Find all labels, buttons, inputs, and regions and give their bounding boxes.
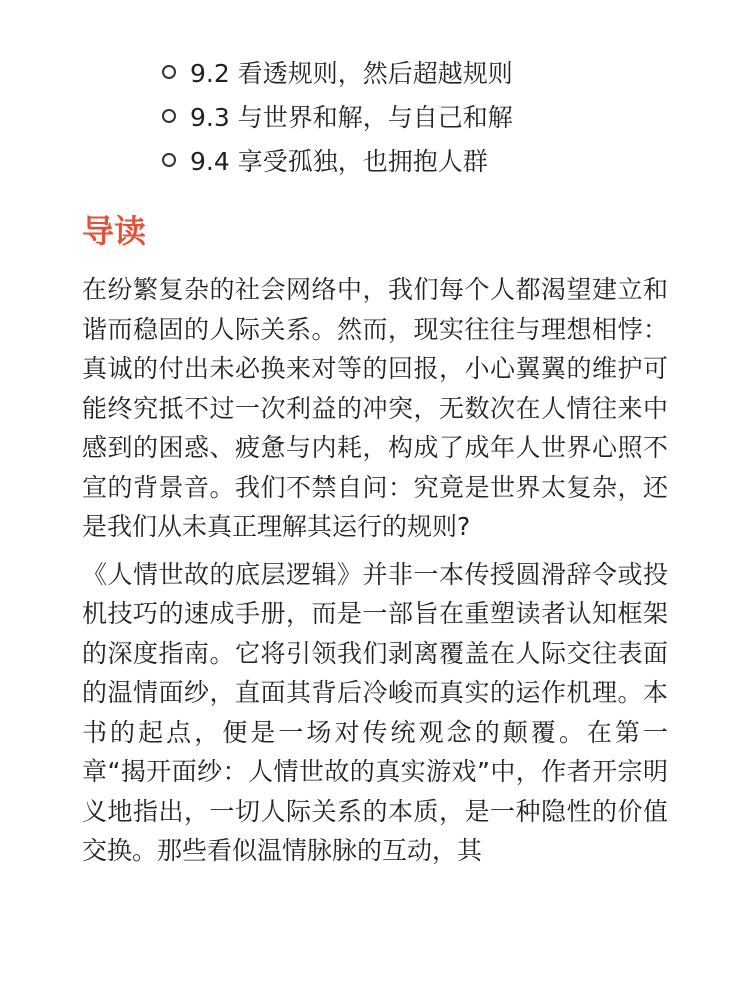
toc-item-9-4[interactable] <box>162 138 513 182</box>
toc-item-label: 9.2 看透规则，然后超越规则 <box>190 59 513 88</box>
paragraph-intro: 在纷繁复杂的社会网络中，我们每个人都渴望建立和谐而稳固的人际关系。然而，现实往往与理想相悖：真诚的付出未必换来对等的回报，小心翼翼的维护可能终究抵不过一次利益的冲突，无数次在人情往来中感到的困惑、疲惫与内耗，构成了成年人世界心照不宣的背景音。我们不禁自问：究竟是世界太复杂，还是我们从未真正理解其运行的规则? <box>82 275 668 541</box>
section-heading: 导读 <box>82 212 147 250</box>
toc-item-9-2[interactable] <box>162 50 513 94</box>
circle-bullet-icon <box>162 153 176 167</box>
toc-item-label: 9.3 与世界和解，与自己和解 <box>190 103 513 132</box>
table-of-contents <box>162 50 513 182</box>
body-text <box>82 270 668 879</box>
circle-bullet-icon <box>162 109 176 123</box>
toc-item-label: 9.4 享受孤独，也拥抱人群 <box>190 147 488 176</box>
paragraph-book-summary: 《人情世故的底层逻辑》并非一本传授圆滑辞令或投机技巧的速成手册，而是一部旨在重塑读者认知框架的深度指南。它将引领我们剥离覆盖在人际交往表面的温情面纱，直面其背后冷峻而真实的运作机理。本书的起点，便是一场对传统观念的颠覆。在第一章“揭开面纱：人情世故的真实游戏”中，作者开宗明义地指出，一切人际关系的本质，是一种隐性的价值交换。那些看似温情脉脉的互动，其 <box>82 559 668 865</box>
circle-bullet-icon <box>162 65 176 79</box>
toc-item-9-3[interactable] <box>162 94 513 138</box>
